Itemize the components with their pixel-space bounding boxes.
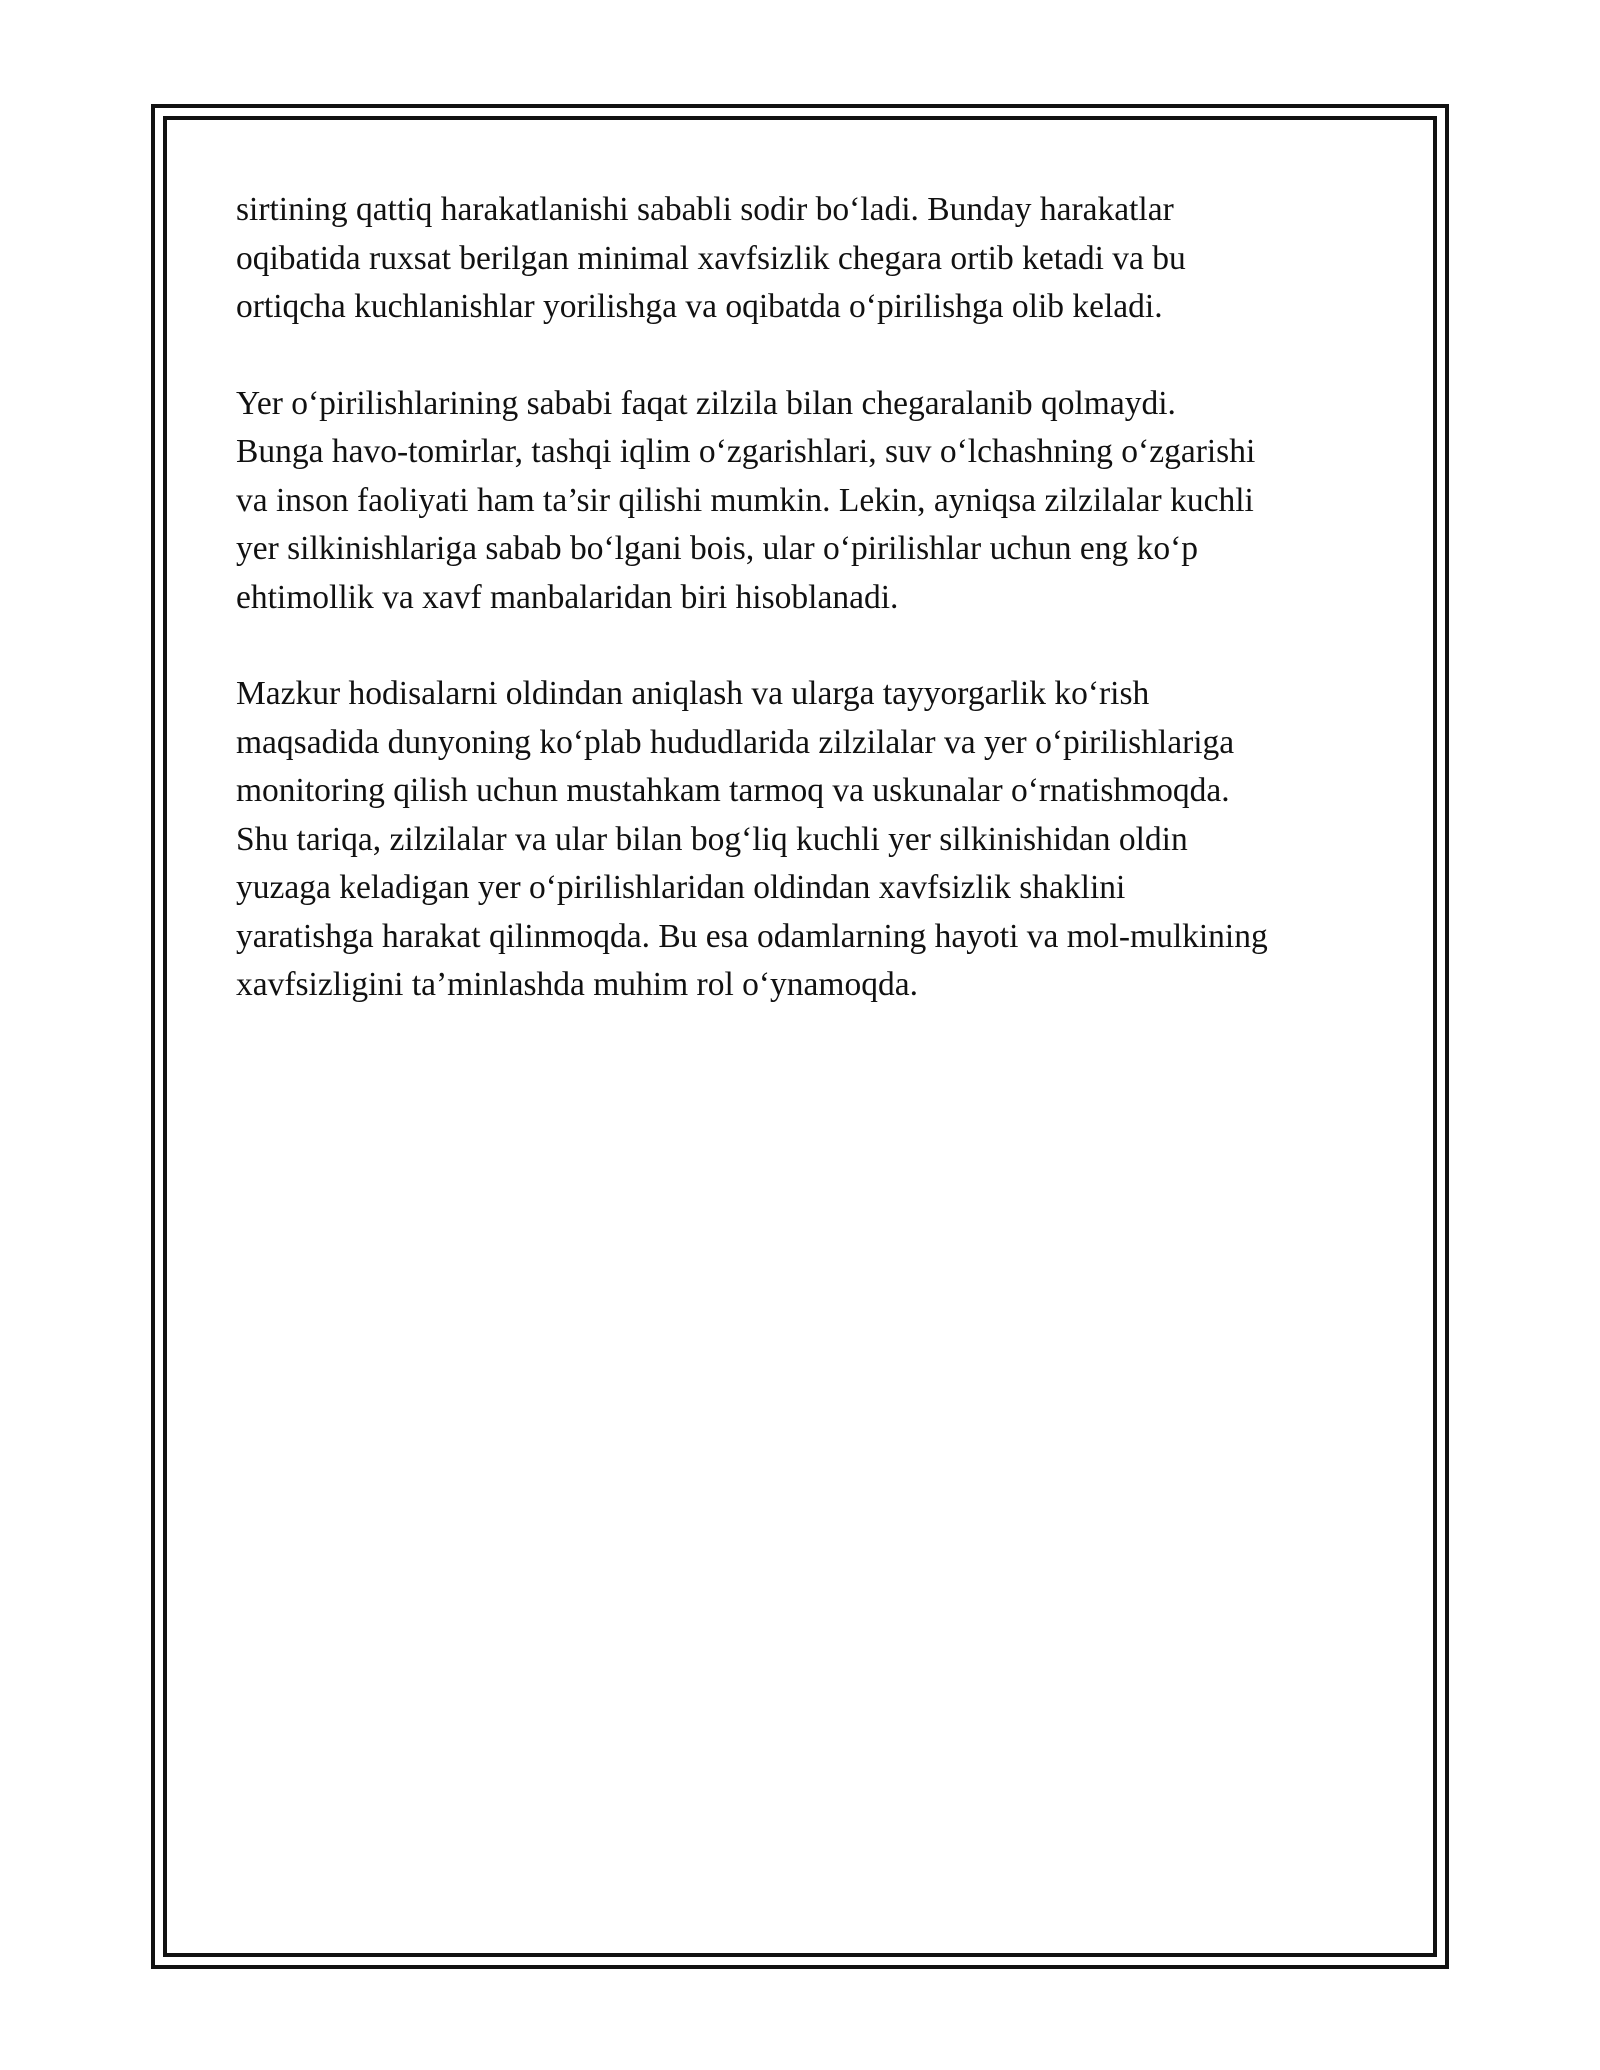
paragraph-2: Yer o‘pirilishlarining sababi faqat zilzila bilan chegaralanib qolmaydi. Bunga havo-tomirlar, tashqi iqlim o‘zgarishlari, suv o‘lchashning o‘zgarishi va inson faoliyati ham ta’sir qilishi mumkin. Lekin, ayniqsa zilzilalar kuchli yer silkinishlariga sabab bo‘lgani bois, ular o‘pirilishlar uchun eng ko‘p ehtimollik va xavf manbalaridan biri hisoblanadi. bbox=[236, 384, 1256, 616]
paragraph-3: Mazkur hodisalarni oldindan aniqlash va ularga tayyorgarlik ko‘rish maqsadida dunyoning ko‘plab hududlarida zilzilalar va yer o‘pirilishlariga monitoring qilish uchun mustahkam tarmoq va uskunalar o‘rnatishmoqda. Shu tariqa, zilzilalar va ular bilan bog‘liq kuchli yer silkinishidan oldin yuzaga keladigan yer o‘pirilishlaridan oldindan xavfsizlik shaklini yaratishga harakat qilinmoqda. Bu esa odamlarning hayoti va mol-mulkining xavfsizligini ta’minlashda muhim rol o‘ynamoqda. bbox=[236, 675, 1268, 1003]
paragraph-1: sirtining qattiq harakatlanishi sababli sodir bo‘ladi. Bunday harakatlar oqibatida ruxsat berilgan minimal xavfsizlik chegara ortib ketadi va bu ortiqcha kuchlanishlar yorilishga va oqibatda o‘pirilishga olib keladi. bbox=[236, 191, 1186, 325]
document-body bbox=[236, 186, 1386, 1058]
